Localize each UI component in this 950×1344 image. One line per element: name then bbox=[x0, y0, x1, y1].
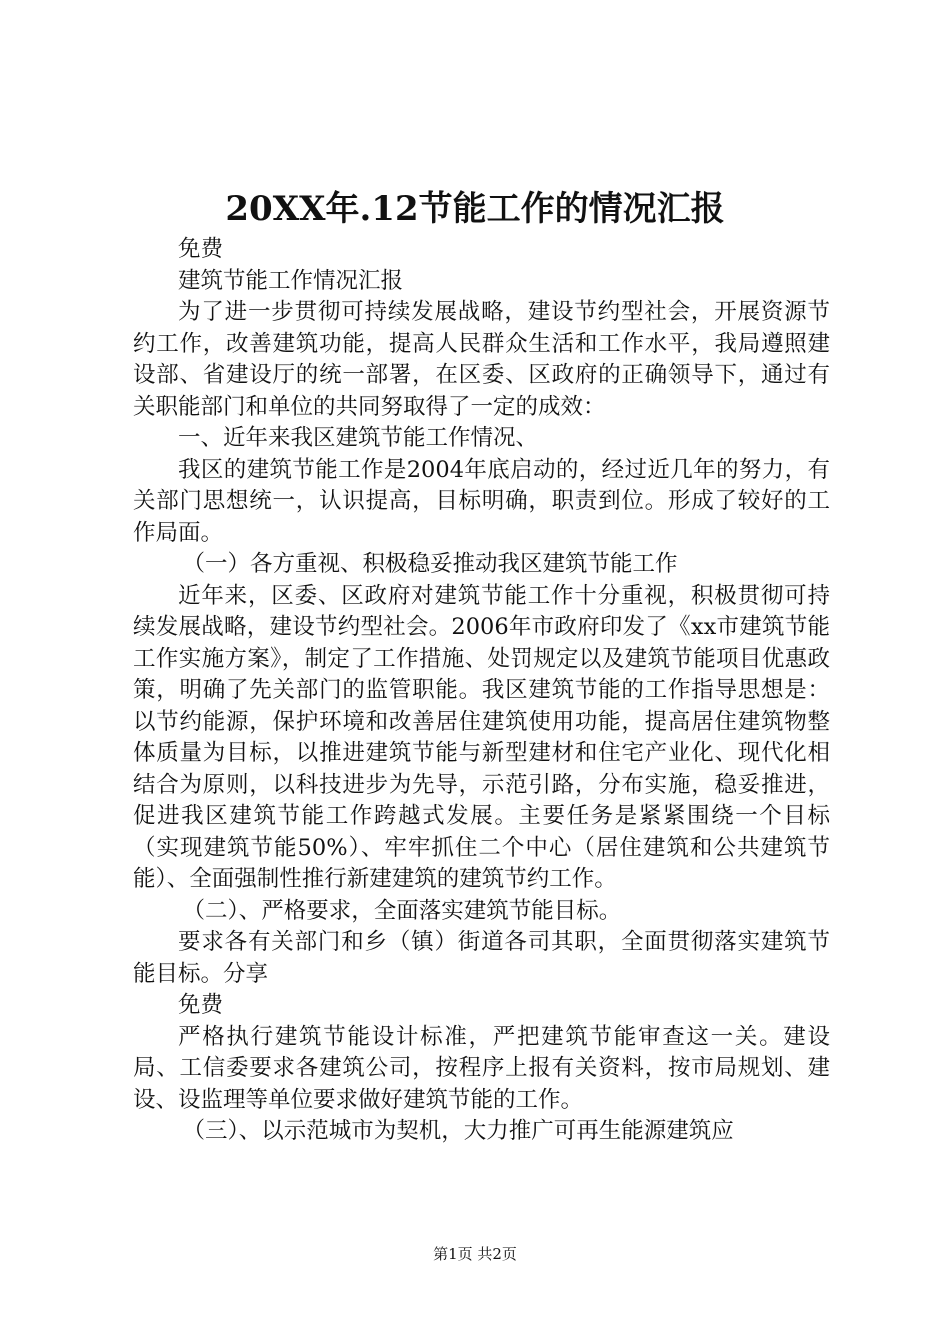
paragraph-free-2: 免费 bbox=[178, 992, 224, 1018]
document-body bbox=[133, 234, 830, 1148]
paragraph-requirements: 要求各有关部门和乡（镇）街道各司其职，全面贯彻落实建筑节能目标。分享 bbox=[133, 929, 830, 987]
paragraph-standards: 严格执行建筑节能设计标准，严把建筑节能审查这一关。建设局、工信委要求各建筑公司，按程序上报有关资料，按市局规划、建设、设监理等单位要求做好建筑节能的工作。 bbox=[133, 1023, 830, 1113]
page-number-footer: 第1页 共2页 bbox=[433, 1245, 517, 1263]
paragraph-intro: 为了进一步贯彻可持续发展战略，建设节约型社会，开展资源节约工作，改善建筑功能，提高人民群众生活和工作水平，我局遵照建设部、省建设厅的统一部署，在区委、区政府的正确领导下，通过有关职能部门和单位的共同努取得了一定的成效： bbox=[133, 299, 830, 420]
paragraph-free-1: 免费 bbox=[178, 236, 224, 262]
subsection-heading-2: （二）、严格要求，全面落实建筑节能目标。 bbox=[182, 897, 622, 924]
subsection-heading-3: （三）、以示范城市为契机，大力推广可再生能源建筑应 bbox=[182, 1118, 734, 1144]
document-title: 20XX年.12节能工作的情况汇报 bbox=[225, 189, 725, 229]
section-heading-1: 一、近年来我区建筑节能工作情况、 bbox=[178, 425, 539, 451]
paragraph-start: 我区的建筑节能工作是2004年底启动的，经过近几年的努力，有关部门思想统一，认识提高，目标明确，职责到位。形成了较好的工作局面。 bbox=[133, 456, 830, 546]
paragraph-policy: 近年来，区委、区政府对建筑节能工作十分重视，积极贯彻可持续发展战略，建设节约型社会。2006年市政府印发了《xx市建筑节能工作实施方案》，制定了工作措施、处罚规定以及建筑节能项目优惠政策，明确了先关部门的监管职能。我区建筑节能的工作指导思想是：以节约能源，保护环境和改善居住建筑使用功能，提高居住建筑物整体质量为目标，以推进建筑节能与新型建材和住宅产业化、现代化相结合为原则，以科技进步为先导，示范引路，分布实施，稳妥推进，促进我区建筑节能工作跨越式发展。主要任务是紧紧围绕一个目标（实现建筑节能50%）、牢牢抓住二个中心（居住建筑和公共建筑节能）、全面强制性推行新建建筑的建筑节约工作。 bbox=[133, 582, 830, 892]
subsection-heading-1: （一）各方重视、积极稳妥推动我区建筑节能工作 bbox=[182, 551, 678, 577]
paragraph-subtitle: 建筑节能工作情况汇报 bbox=[178, 267, 404, 294]
